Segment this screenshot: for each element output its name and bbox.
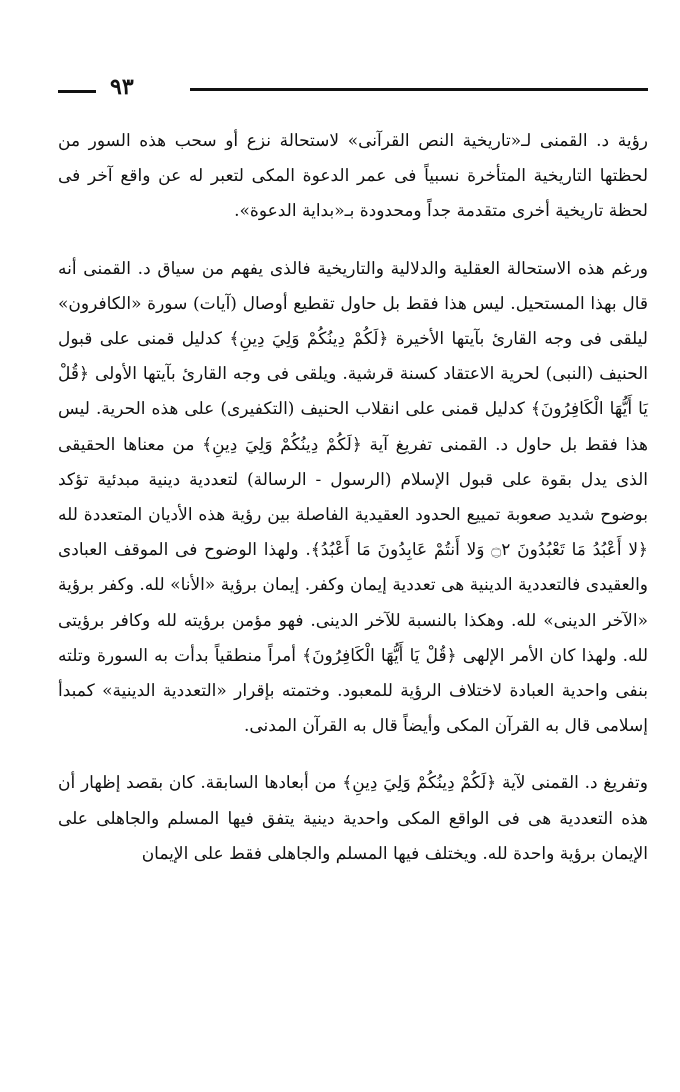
page-header: [58, 74, 648, 104]
header-rule-right: [190, 88, 648, 91]
paragraph-1: رؤية د. القمنى لـ«تاريخية النص القرآنى» لاستحالة نزع أو سحب هذه السور من لحظتها التاريخية المتأخرة نسبياً فى عمر الدعوة المكى لتعبر له عن واقع آخر فى لحظة تاريخية أخرى متقدمة جداً ومحدودة بـ«بداية الدعوة».: [58, 131, 648, 222]
header-rule-left: [58, 90, 96, 93]
body-text: [58, 124, 648, 872]
page-number: ٩٣: [110, 74, 134, 100]
paragraph-3: وتفريغ د. القمنى لآية ﴿لَكُمْ دِينُكُمْ وَلِيَ دِينِ﴾ من أبعادها السابقة. كان بقصد إظهار أن هذه التعددية هى فى الواقع المكى واحدية دينية يتفق فيها المسلم والجاهلى على الإيمان برؤية واحدة لله. ويختلف فيها المسلم والجاهلى فقط على الإيمان: [58, 773, 648, 864]
paragraph-2: ورغم هذه الاستحالة العقلية والدلالية والتاريخية فالذى يفهم من سياق د. القمنى أنه قال بهذا المستحيل. ليس هذا فقط بل حاول تقطيع أوصال (آيات) سورة «الكافرون» ليلقى فى وجه القارئ بآيتها الأخيرة ﴿لَكُمْ دِينُكُمْ وَلِيَ دِينِ﴾ كدليل قمنى على قبول الحنيف (النبى) لحرية الاعتقاد كسنة قرشية. ويلقى فى وجه القارئ بآيتها الأولى ﴿قُلْ يَا أَيُّهَا الْكَافِرُونَ﴾ كدليل قمنى على انقلاب الحنيف (التكفيرى) على هذه الحرية. ليس هذا فقط بل حاول د. القمنى تفريغ آية ﴿لَكُمْ دِينُكُمْ وَلِيَ دِينِ﴾ من معناها الحقيقى الذى يدل بقوة على قبول الإسلام (الرسول - الرسالة) لتعددية دينية مبدئية تؤكد بوضوح شديد صعوبة تمييع الحدود العقيدية الفاصلة بين رؤية هذه الأديان المتعددة لله ﴿لا أَعْبُدُ مَا تَعْبُدُونَ ۝٢ وَلا أَنتُمْ عَابِدُونَ مَا أَعْبُدُ﴾. ولهذا الوضوح فى الموقف العبادى والعقيدى فالتعددية الدينية هى تعددية إيمان وكفر. إيمان برؤية «الأنا» لله. وكفر برؤية «الآخر الدينى» لله. وهكذا بالنسبة للآخر الدينى. فهو مؤمن برؤيته لله وكافر برؤيتى لله. ولهذا كان الأمر الإلهى ﴿قُلْ يَا أَيُّهَا الْكَافِرُونَ﴾ أمراً منطقياً بدأت به السورة وتلته بنفى واحدية العبادة لاختلاف الرؤية للمعبود. وختمته بإقرار «التعددية الدينية» كمبدأ إسلامى قال به القرآن المكى وأيضاً قال به القرآن المدنى.: [58, 258, 648, 737]
